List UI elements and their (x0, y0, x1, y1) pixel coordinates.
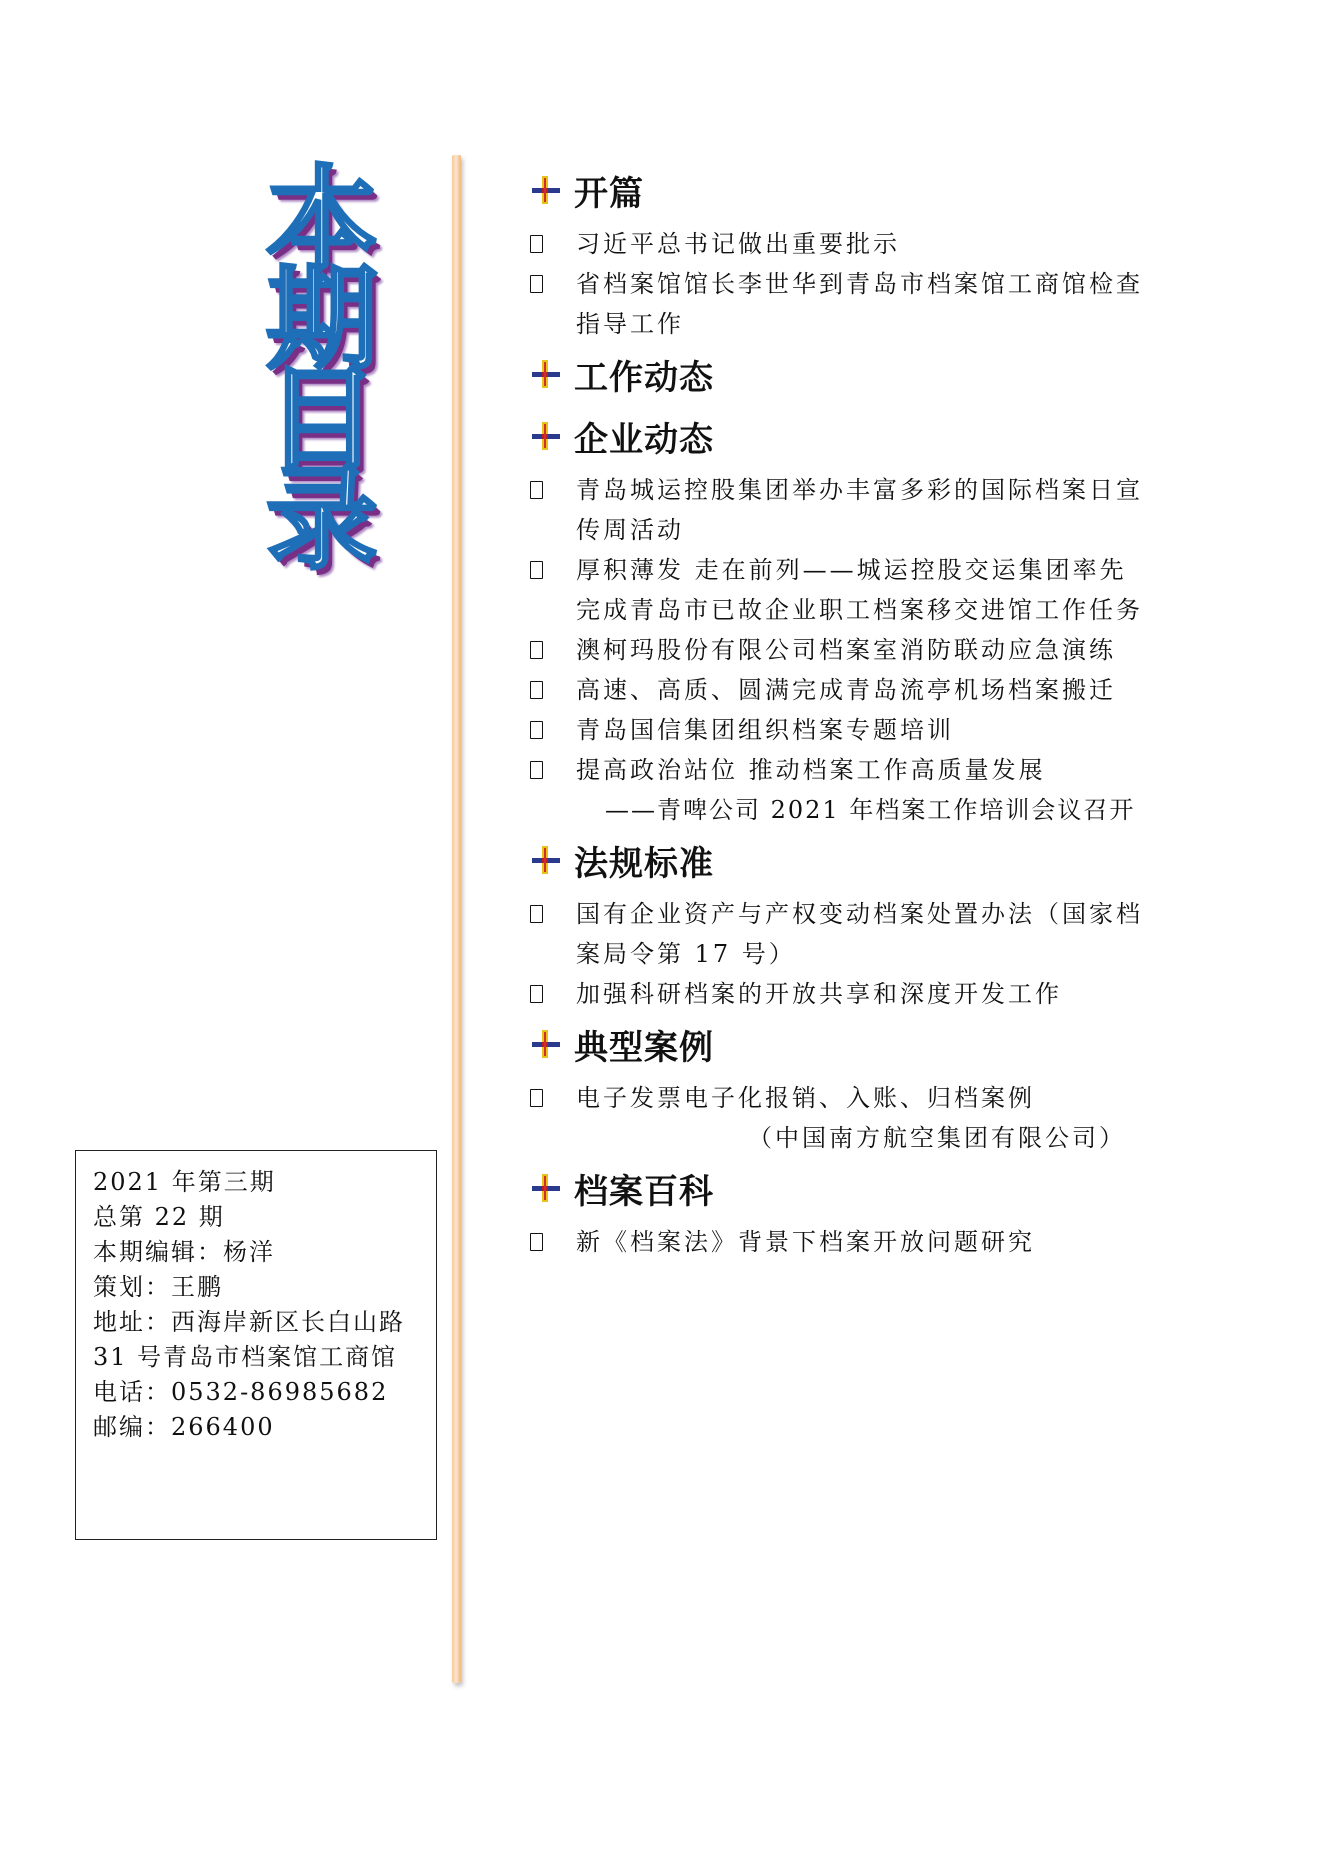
title-char-4: 录 (266, 455, 378, 585)
box-bullet-icon (530, 721, 543, 739)
toc-item-text: 高速、高质、圆满完成青岛流亭机场档案搬迁 (576, 676, 1116, 704)
issue-address-2: 31 号青岛市档案馆工商馆 (93, 1343, 398, 1371)
section-heading[interactable] (530, 346, 1150, 402)
toc-item-text: 提高政治站位 推动档案工作高质量发展 (576, 756, 1046, 784)
section-heading[interactable] (530, 408, 1150, 464)
cross-star-icon (530, 1028, 562, 1060)
box-bullet-icon (530, 235, 543, 253)
section-title: 开篇 (574, 173, 644, 214)
toc-item[interactable] (530, 670, 1150, 710)
box-bullet-icon (530, 681, 543, 699)
toc-item[interactable] (530, 974, 1150, 1014)
toc-item-text: 加强科研档案的开放共享和深度开发工作 (576, 980, 1062, 1008)
issue-address-1: 地址：西海岸新区长白山路 (93, 1308, 405, 1336)
box-bullet-icon (530, 561, 543, 579)
section-title: 工作动态 (574, 357, 714, 398)
cross-star-icon (530, 420, 562, 452)
box-bullet-icon (530, 641, 543, 659)
box-bullet-icon (530, 1233, 543, 1251)
section-heading[interactable] (530, 162, 1150, 218)
cross-star-icon (530, 844, 562, 876)
issue-planner: 策划：王鹏 (93, 1273, 223, 1301)
section-heading[interactable] (530, 1016, 1150, 1072)
toc-item[interactable] (530, 224, 1150, 264)
box-bullet-icon (530, 1089, 543, 1107)
toc-item-text: 省档案馆馆长李世华到青岛市档案馆工商馆检查指导工作 (576, 270, 1143, 338)
toc-item-subtitle: ——青啤公司 2021 年档案工作培训会议召开 (605, 796, 1136, 824)
issue-postcode: 邮编：266400 (93, 1413, 275, 1441)
section-title: 企业动态 (574, 419, 714, 460)
box-bullet-icon (530, 481, 543, 499)
box-bullet-icon (530, 985, 543, 1003)
toc-item[interactable] (530, 710, 1150, 750)
box-bullet-icon (530, 761, 543, 779)
toc-item[interactable] (530, 1078, 1150, 1118)
toc-item-text: 新《档案法》背景下档案开放问题研究 (576, 1228, 1035, 1256)
toc-item-text: 澳柯玛股份有限公司档案室消防联动应急演练 (576, 636, 1116, 664)
toc-item-text: 青岛城运控股集团举办丰富多彩的国际档案日宣传周活动 (576, 476, 1143, 544)
toc-item[interactable] (530, 1222, 1150, 1262)
page-title (262, 155, 382, 585)
toc-item-text: 电子发票电子化报销、入账、归档案例 (576, 1084, 1035, 1112)
box-bullet-icon (530, 275, 543, 293)
title-char-3: 目 (266, 355, 378, 485)
issue-year: 2021 年第三期 (93, 1168, 276, 1196)
section-heading[interactable] (530, 1160, 1150, 1216)
title-char-2: 期 (266, 255, 378, 385)
issue-info-box (75, 1150, 437, 1540)
cross-star-icon (530, 1172, 562, 1204)
cross-star-icon (530, 174, 562, 206)
toc-item-source: （中国南方航空集团有限公司） (748, 1124, 1126, 1152)
toc-item[interactable] (530, 470, 1150, 550)
vertical-divider (452, 155, 461, 1683)
toc-item-text: 习近平总书记做出重要批示 (576, 230, 900, 258)
title-char-1: 本 (266, 155, 378, 285)
issue-editor: 本期编辑：杨洋 (93, 1238, 275, 1266)
section-title: 档案百科 (574, 1171, 714, 1212)
toc-item-text: 国有企业资产与产权变动档案处置办法（国家档案局令第 17 号） (576, 900, 1143, 968)
section-heading[interactable] (530, 832, 1150, 888)
section-title: 典型案例 (574, 1027, 714, 1068)
toc-item[interactable] (530, 630, 1150, 670)
toc-item-text: 厚积薄发 走在前列——城运控股交运集团率先完成青岛市已故企业职工档案移交进馆工作任务 (576, 556, 1143, 624)
table-of-contents (530, 160, 1150, 1262)
toc-item-text: 青岛国信集团组织档案专题培训 (576, 716, 954, 744)
toc-item[interactable] (530, 750, 1150, 790)
box-bullet-icon (530, 905, 543, 923)
toc-item[interactable] (530, 264, 1150, 344)
toc-item[interactable] (530, 550, 1150, 630)
issue-total: 总第 22 期 (93, 1203, 225, 1231)
toc-item[interactable] (530, 894, 1150, 974)
issue-phone: 电话：0532-86985682 (93, 1378, 389, 1406)
section-title: 法规标准 (574, 843, 714, 884)
cross-star-icon (530, 358, 562, 390)
